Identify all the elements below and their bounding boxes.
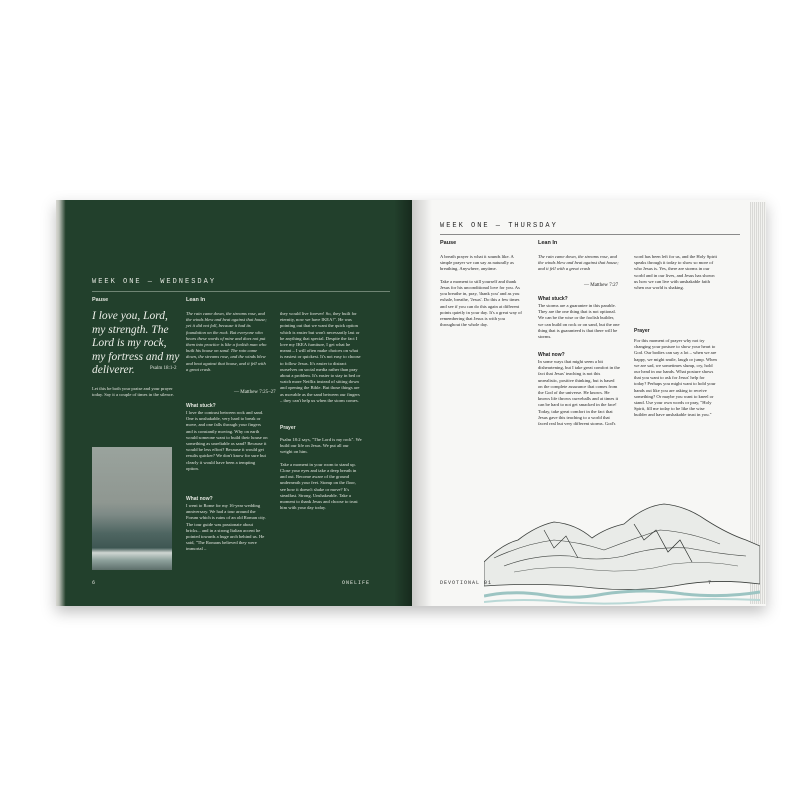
left-page-heading: WEEK ONE — WEDNESDAY <box>92 278 217 286</box>
heading-divider <box>92 291 390 292</box>
left-lean-in-reference: — Matthew 7:25–27 <box>234 390 276 395</box>
right-running-footer: DEVOTIONAL 01 <box>440 580 493 586</box>
left-lean-in-label: Lean In <box>186 297 206 303</box>
left-prayer-label: Prayer <box>280 425 296 431</box>
psalm-quote-reference: Psalm 18:1-2 <box>150 366 177 371</box>
ocean-wave-photo <box>92 447 172 570</box>
right-column-3-text: word has been left for us, and the Holy Spirit speaks through it today to show so more of who Jesus is. Yes, there are storms in our world and in our lives, and Jesus has shown us how we can live with unshakable faith when our world is shaking. <box>634 254 717 291</box>
right-what-stuck-label: What stuck? <box>538 296 568 302</box>
right-heading-divider <box>440 234 740 235</box>
left-prayer-text: Psalm 18:2 says, "The Lord is my rock". We build our life on Jesus. We put all our weight on him. Take a moment in your room to stand up. Close your eyes and take a deep breath in and out. Become aware of the ground underneath your feet. Stomp on the floor, see how it doesn't shake or move? It's steadfast. Strong. Unshakeable. Take a moment to thank Jesus and choose to trust him with your day today. <box>280 437 362 511</box>
psalm-quote: I love you, Lord, my strength. The Lord is my rock, my fortress and my deliverer. <box>92 310 180 376</box>
right-pause-label: Pause <box>440 240 457 246</box>
left-page-number: 6 <box>92 580 97 586</box>
right-what-now-text: In some ways that might seem a bit disheartening, but I take great comfort in the fact that Jesus' teaching is not this unrealistic, positive thinking, but is based on the complete assurance that comes from the God of the universe. He knows. He knows life throws curveballs and at times it can be hard to not get smacked in the face! Today, take great comfort in the fact that Jesus gave this teaching to a world that faced real but very different storms. God's <box>538 359 620 427</box>
right-lean-in-reference: — Matthew 7:27 <box>584 283 619 288</box>
mountain-illustration <box>484 500 760 606</box>
right-page-heading: WEEK ONE — THURSDAY <box>440 222 558 230</box>
left-lean-in-quote: The rain came down, the streams rose, and the winds blew and beat against that house; yet it did not fall, because it had its foundation on the rock. But everyone who hears these words of mine and does not put them into practice is like a foolish man who built his house on sand. The rain came down, the streams rose, and the winds blew and beat against that house, and it fell with a great crash. <box>186 311 267 372</box>
right-lean-in-label: Lean In <box>538 240 558 246</box>
left-pause-text: Let this be both your praise and your prayer today. Say it a couple of times in the silence. <box>92 386 174 398</box>
right-lean-in-quote: The rain came down, the streams rose, and the winds blew and beat against that house; and it fell with a great crash <box>538 254 619 272</box>
left-running-footer: ONELIFE <box>342 580 371 586</box>
left-what-stuck-label: What stuck? <box>186 403 216 409</box>
left-page <box>56 200 412 606</box>
right-page <box>412 200 766 606</box>
left-pause-label: Pause <box>92 297 109 303</box>
open-book <box>56 200 766 606</box>
right-what-now-label: What now? <box>538 352 565 358</box>
right-what-stuck-text: The storms are a guarantee in this parable. They are the one thing that is not optional. We can be the wise or the foolish builder, we can build on rock or on sand, but the one thing that is guaranteed is that there will be storms. <box>538 303 620 340</box>
right-prayer-label: Prayer <box>634 328 650 334</box>
right-page-number: 7 <box>708 580 713 586</box>
left-what-now-text: I went to Rome for my 16-year wedding anniversary. We had a tour around the Forum which is ruins of an old Roman city. The tour guide was passionate about bricks... and in a strong Italian accent he pointed towards a huge arch behind us. He said, "The Romans believed they were immortal – <box>186 503 266 552</box>
left-what-now-label: What now? <box>186 496 213 502</box>
left-what-stuck-text: I love the contrast between rock and sand. One is unshakable, very hard to break or move, and one falls through your fingers and is constantly moving. Why on earth would someone want to build their house on something as unreliable as sand? Because it would be less effort? Because it would get results quicker? We don't know for sure but clearly it would have been a tempting option. <box>186 410 268 471</box>
right-prayer-text: For this moment of prayer why not try changing your posture to show your heart to God. Our bodies can say a lot – when we are happy, we might smile, laugh or jump. When we are sad, we sometimes slump, cry, hold our head in our hands. What posture shows that you want to ask for Jesus' help for today? Perhaps you might want to hold your hands out like you are asking to receive something? Or maybe you want to kneel or stand. Use your own words or pray, "Holy Spirit, fill me today to be like the wise builder and have unshakable trust in you." <box>634 338 717 418</box>
right-pause-text: A breath prayer is what it sounds like. A simple prayer we can say as naturally as breathing. Anywhere, anytime. Take a moment to still yourself and thank Jesus for his unconditional love for you. As you breathe in, pray, 'thank you' and as you exhale, breathe, 'Jesus'. Do this a few times and see if you can do this again at different points quietly in your day. It's a great way of remembering that Jesus is with you throughout the whole day. <box>440 254 522 328</box>
left-column-3-text: they would live forever! So, they built for eternity, now we have IKEA!". He was pointing out that we want the quick option which is easier but won't necessarily last or be anything that special. Despite the fact I love my IKEA furniture, I get what he meant – I will often make choices on what is easiest or quickest. It's not easy to choose to follow Jesus. It's easier to distract ourselves on social media rather than pray about a problem. It's easier to stay in bed or watch more Netflix instead of sitting down and opening the Bible. But those things are as movable as the sand between our fingers – they can't help us when the storm comes. <box>280 311 361 403</box>
